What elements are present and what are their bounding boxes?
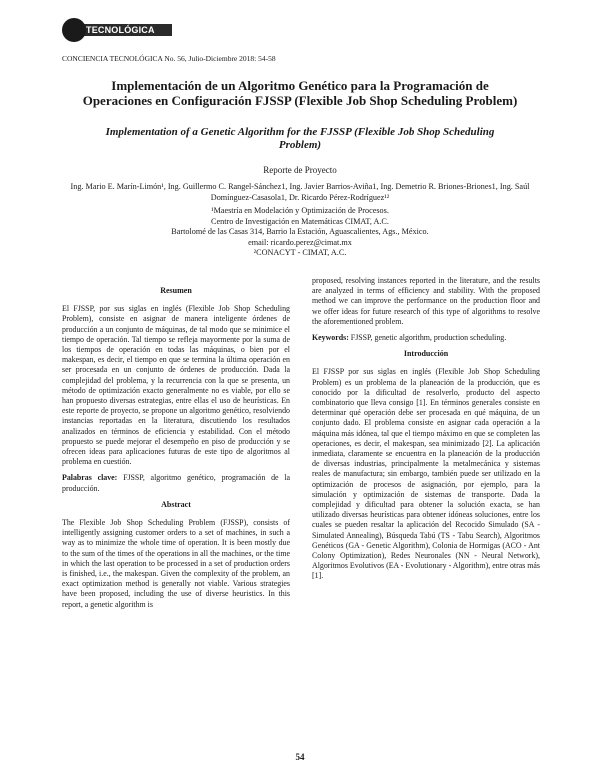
affiliation-email: email: ricardo.perez@cimat.mx bbox=[248, 237, 352, 247]
journal-citation: CONCIENCIA TECNOLÓGICA No. 56, Julio-Diciembre 2018: 54-58 bbox=[62, 54, 276, 63]
keywords-label: Keywords: bbox=[312, 333, 349, 343]
palabras-clave-label: Palabras clave: bbox=[62, 473, 118, 483]
abstract-heading: Abstract bbox=[161, 499, 191, 509]
introduccion-heading: Introducción bbox=[403, 349, 449, 359]
logo-emblem-icon bbox=[62, 18, 86, 42]
journal-logo bbox=[62, 18, 172, 42]
palabras-clave bbox=[62, 473, 290, 493]
report-type: Reporte de Proyecto bbox=[263, 165, 337, 175]
left-column bbox=[62, 282, 290, 616]
logo-text: TECNOLÓGICA bbox=[86, 25, 155, 35]
abstract-paragraph: The Flexible Job Shop Scheduling Problem (FJSSP), consists of intelligently assigning customer orders to a set of machines, in such a way as to minimize the whole time of operation. It is been mostly due to the sum of the times of the operations in all the machines, or the time in which the last operation to be processed in a set of production orders is finished, i.e., the makespan. Given the complexity of the problem, an exact optimization method is generally not viable. Various strategies have been proposed, including the use of diverse heuristics. In this report, a genetic algorithm is bbox=[62, 518, 290, 609]
affiliation-line: ²CONACYT - CIMAT, A.C. bbox=[253, 248, 347, 258]
paper-title: Implementación de un Algoritmo Genético para la Programación de Operaciones en Configuración FJSSP (Flexible Job Shop Scheduling Problem) bbox=[82, 78, 518, 108]
authors: Ing. Mario E. Marín-Limón¹, Ing. Guillermo C. Rangel-Sánchez1, Ing. Javier Barrios-Aviña1, Ing. Demetrio R. Briones-Briones1, Ing. Saúl Domínguez-Casasola1, Dr. Ricardo Pérez-Rodríguez¹² bbox=[70, 182, 530, 202]
introduccion-paragraph: El FJSSP por sus siglas en inglés (Flexible Job Shop Scheduling Problem) es un problema de la planeación de la producción, que es conocido por la dificultad de resolverlo, producto del aspecto combinatorio que lleva consigo [1]. En términos generales consiste en determinar qué operación debe ser procesada en qué máquina, de un conjunto dado. El problema consiste en asignar cada operación a la máquina más idónea, tal que el tiempo máximo en que se completen las operaciones, es decir, el makespan, sea minimizado [2]. La aplicación inmediata, claramente se encuentra en la planeación de la producción de diversas industrias, principalmente la metalmecánica y sistemas reales de manufactura; sin embargo, también puede ser utilizado en la optimización de procesos de asignación, por ejemplo, para la simulación y optimización de sistemas de transporte. Dada la complejidad y dificultad para obtener la solución exacta, se han utilizado diversas heurísticas para obtener idóneas soluciones, entre los cuales se pueden resaltar la aplicación del Recocido Simulado (SA - Simulated Annealing), Búsqueda Tabú (TS - Tabu Search), Algoritmos Genéticos (GA - Genetic Algorithm), Colonia de Hormigas (ACO - Ant Colony Optimization), Redes Neuronales (NN - Neural Network), Algoritmos Evolutivos (EA - Evolutionary - Algorithm), entre otras más [1]. bbox=[312, 367, 540, 581]
keywords-text: FJSSP, genetic algorithm, production scheduling. bbox=[348, 333, 507, 343]
affiliation-line: ¹Maestría en Modelación y Optimización de Procesos. bbox=[211, 206, 389, 215]
palabras-clave-text: FJSSP, algoritmo genético, programación de la producción. bbox=[62, 473, 290, 493]
affiliation-line: Bartolomé de las Casas 314, Barrio la Estación, Aguascalientes, Ags., México. bbox=[171, 227, 429, 237]
right-column bbox=[312, 276, 540, 588]
resumen-heading: Resumen bbox=[160, 286, 192, 295]
page-number: 54 bbox=[295, 752, 305, 762]
affiliation-line: Centro de Investigación en Matemáticas CIMAT, A.C. bbox=[211, 216, 389, 226]
affiliations bbox=[60, 206, 540, 259]
resumen-paragraph: El FJSSP, por sus siglas en inglés (Flexible Job Shop Scheduling Problem), consiste en asignar de manera inteligente órdenes de producción a un conjunto de máquinas, de tal modo que se minimice el tiempo de operación. Tal tiempo se refleja mayormente por la suma de los tiempos de operación en todas las máquinas, o bien por el makespan, es decir, el tiempo en que se termina la última operación en ser procesada en un conjunto de órdenes de producción. Dada la complejidad del problema, y la recurrencia con la que se presenta, un método de optimización exacto generalmente no es viable, por ello se han propuesto diversas estrategias, entre ellas el uso de heurísticas. En este reporte de proyecto, se propone un algoritmo genético, resolviendo instancias reportadas en la literatura, discutiendo los resultados analizados en términos de eficiencia y estabilidad. Con el método propuesto se puede mejorar el desempeño en piso de producción y se ofrecen ideas para aplicaciones futuras de este tipo de algoritmos al problema en cuestión. bbox=[62, 304, 290, 467]
keywords bbox=[312, 333, 540, 343]
abstract-paragraph-continued: proposed, resolving instances reported in the literature, and the results are analyzed in terms of efficiency and stability. With the proposed method we can improve the performance on the production floor and we offer ideas for future research of this type of algorithms to resolve the aforementioned problem. bbox=[312, 276, 540, 326]
paper-subtitle: Implementation of a Genetic Algorithm for the FJSSP (Flexible Job Shop Scheduling Problem) bbox=[105, 126, 495, 151]
